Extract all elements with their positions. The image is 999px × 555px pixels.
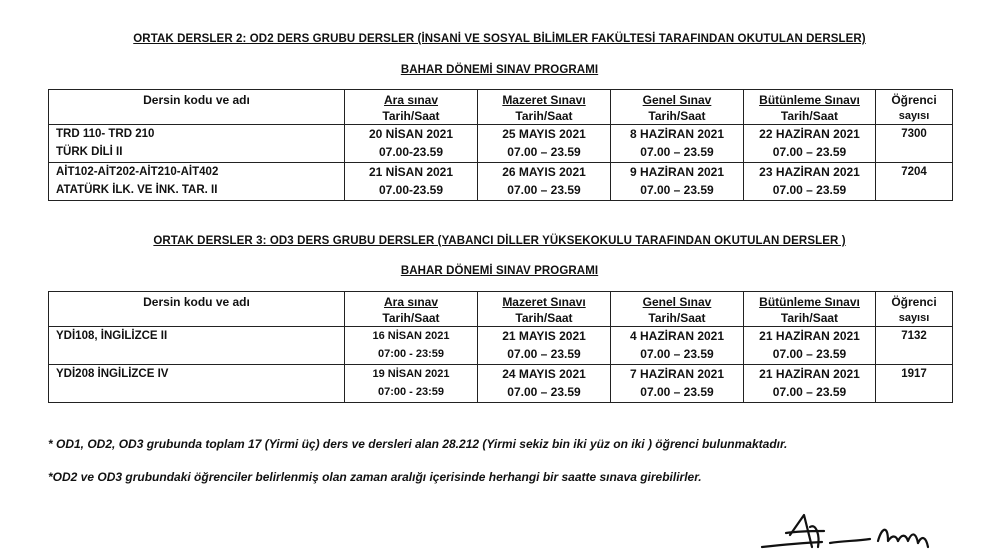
course-code: TRD 110- TRD 210 [56, 128, 155, 140]
header-makeup: Mazeret Sınavı Tarih/Saat [478, 292, 611, 327]
course-cell [49, 365, 345, 403]
makeup-cell: 21 MAYIS 2021 07.00 – 23.59 [478, 327, 611, 365]
makeup-cell: 24 MAYIS 2021 07.00 – 23.59 [478, 365, 611, 403]
table-header-row [49, 90, 953, 125]
students-cell: 7132 [876, 327, 953, 365]
resit-cell: 22 HAZİRAN 2021 07.00 – 23.59 [744, 125, 876, 163]
course-cell [49, 327, 345, 365]
table-row [49, 365, 953, 403]
table-row [49, 163, 953, 201]
students-cell: 7300 [876, 125, 953, 163]
footnote-total: * OD1, OD2, OD3 grubunda toplam 17 (Yirmi üç) ders ve dersleri alan 28.212 (Yirmi sekiz bin iki yüz on iki ) öğrenci bulunmaktadır. [48, 437, 788, 451]
course-code: AİT102-AİT202-AİT210-AİT402 [56, 166, 219, 178]
section-2-title: ORTAK DERSLER 3: OD3 DERS GRUBU DERSLER (YABANCI DİLLER YÜKSEKOKULU TARAFINDAN OKUTULAN DERSLER ) [153, 235, 846, 247]
table-row [49, 125, 953, 163]
students-cell: 1917 [876, 365, 953, 403]
final-cell: 8 HAZİRAN 2021 07.00 – 23.59 [611, 125, 744, 163]
course-code: YDİ208 İNGİLİZCE IV [56, 368, 169, 380]
final-cell: 4 HAZİRAN 2021 07.00 – 23.59 [611, 327, 744, 365]
midterm-cell: 20 NİSAN 2021 07.00-23.59 [345, 125, 478, 163]
header-course: Dersin kodu ve adı [49, 292, 345, 327]
resit-cell: 21 HAZİRAN 2021 07.00 – 23.59 [744, 365, 876, 403]
makeup-cell: 25 MAYIS 2021 07.00 – 23.59 [478, 125, 611, 163]
resit-cell: 21 HAZİRAN 2021 07.00 – 23.59 [744, 327, 876, 365]
resit-cell: 23 HAZİRAN 2021 07.00 – 23.59 [744, 163, 876, 201]
header-final: Genel Sınav Tarih/Saat [611, 90, 744, 125]
course-name: ATATÜRK İLK. VE İNK. TAR. II [56, 184, 218, 196]
section-2-subtitle: BAHAR DÖNEMİ SINAV PROGRAMI [400, 265, 599, 277]
footnote-time-window: *OD2 ve OD3 grubundaki öğrenciler belirlenmiş olan zaman aralığı içerisinde herhangi bir saatte sınava girebilirler. [48, 470, 702, 484]
header-final: Genel Sınav Tarih/Saat [611, 292, 744, 327]
header-students: Öğrenci sayısı [876, 292, 953, 327]
course-cell [49, 163, 345, 201]
section-1-subtitle: BAHAR DÖNEMİ SINAV PROGRAMI [400, 64, 599, 76]
header-resit: Bütünleme Sınavı Tarih/Saat [744, 292, 876, 327]
header-students: Öğrenci sayısı [876, 90, 953, 125]
signature-mark [760, 505, 940, 555]
exam-table-od2 [48, 89, 953, 201]
header-course: Dersin kodu ve adı [49, 90, 345, 125]
header-midterm: Ara sınav Tarih/Saat [345, 292, 478, 327]
course-cell [49, 125, 345, 163]
header-midterm: Ara sınav Tarih/Saat [345, 90, 478, 125]
final-cell: 9 HAZİRAN 2021 07.00 – 23.59 [611, 163, 744, 201]
midterm-cell: 21 NİSAN 2021 07.00-23.59 [345, 163, 478, 201]
midterm-cell: 19 NİSAN 2021 07:00 - 23:59 [345, 365, 478, 403]
exam-table-od3 [48, 291, 953, 403]
course-code: YDİ108, İNGİLİZCE II [56, 330, 168, 342]
section-1-title: ORTAK DERSLER 2: OD2 DERS GRUBU DERSLER (İNSANİ VE SOSYAL BİLİMLER FAKÜLTESİ TARAFINDAN OKUTULAN DERSLER) [133, 33, 866, 45]
final-cell: 7 HAZİRAN 2021 07.00 – 23.59 [611, 365, 744, 403]
table-row [49, 327, 953, 365]
header-makeup: Mazeret Sınavı Tarih/Saat [478, 90, 611, 125]
students-cell: 7204 [876, 163, 953, 201]
table-header-row [49, 292, 953, 327]
header-resit: Bütünleme Sınavı Tarih/Saat [744, 90, 876, 125]
course-name: TÜRK DİLİ II [56, 146, 123, 158]
makeup-cell: 26 MAYIS 2021 07.00 – 23.59 [478, 163, 611, 201]
midterm-cell: 16 NİSAN 2021 07:00 - 23:59 [345, 327, 478, 365]
